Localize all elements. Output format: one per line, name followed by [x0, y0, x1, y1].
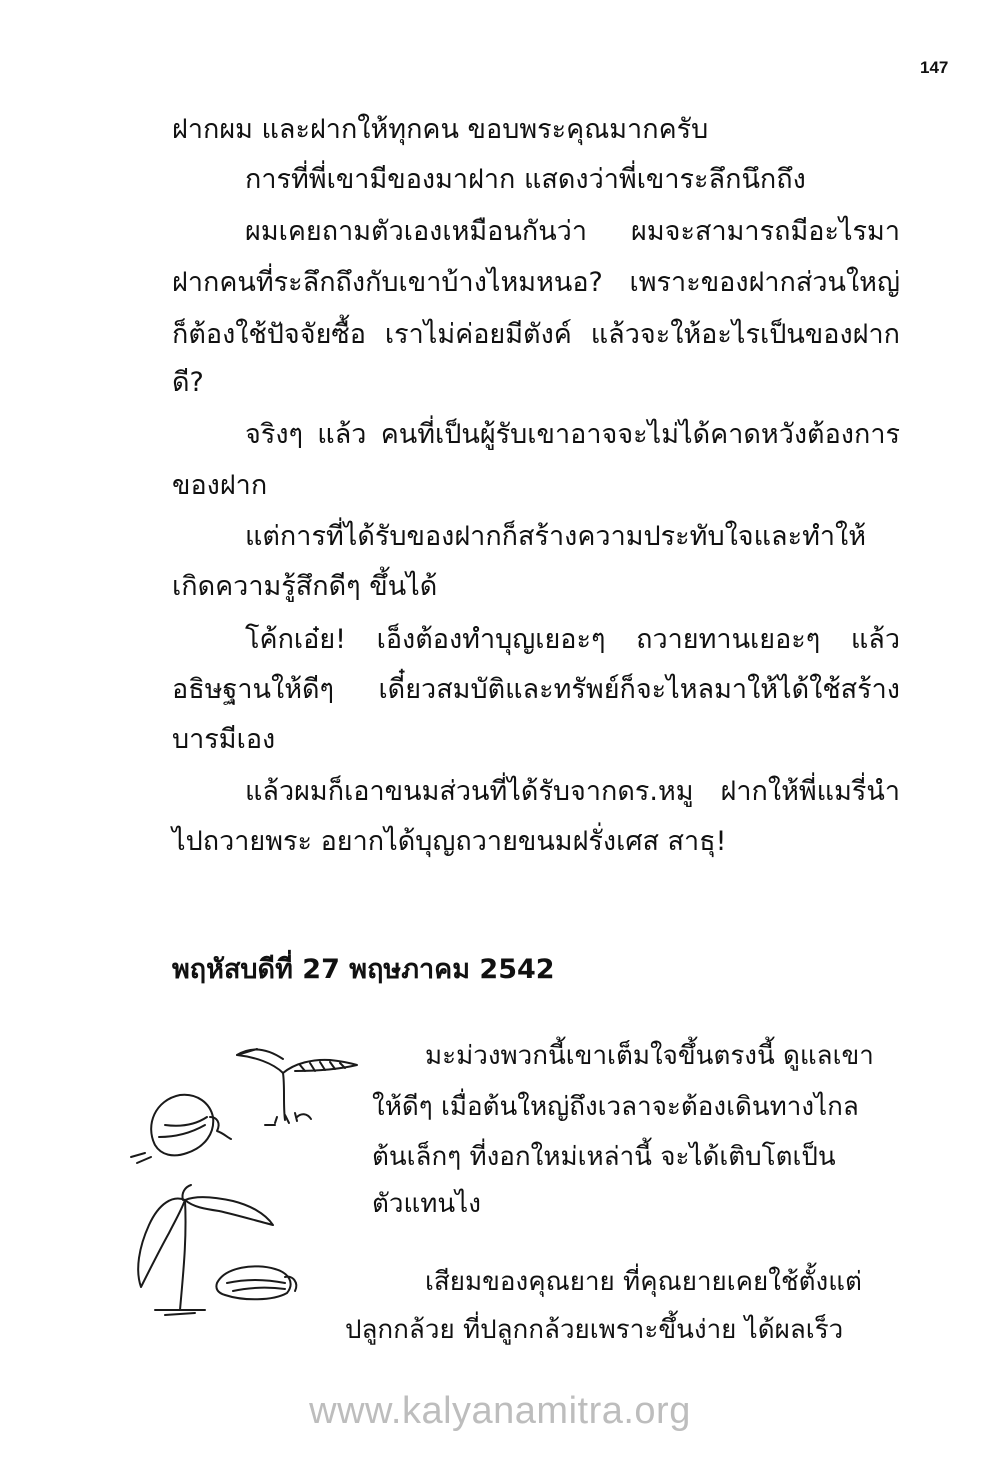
date-heading: พฤหัสบดีที่ 27 พฤษภาคม 2542 [172, 954, 555, 985]
paragraph-line: ปลูกกล้วย ที่ปลูกกล้วยเพราะขึ้นง่าย ได้ผลเร็ว [345, 1315, 844, 1345]
paragraph-line: เสียมของคุณยาย ที่คุณยายเคยใช้ตั้งแต่ [425, 1267, 862, 1297]
paragraph-line: ต้นเล็กๆ ที่งอกใหม่เหล่านี้ จะได้เติบโตเป็น [372, 1142, 836, 1172]
body-line: ผมเคยถามตัวเองเหมือนกันว่า ผมจะสามารถมีอะไรมา [245, 216, 900, 247]
paragraph-line: ตัวแทนไง [372, 1189, 481, 1219]
body-line: จริงๆ แล้ว คนที่เป็นผู้รับเขาอาจจะไม่ได้คาดหวังต้องการ [245, 419, 900, 450]
body-line: ของฝาก [172, 470, 268, 501]
mango-seedlings-illustration [125, 1025, 365, 1325]
body-line: ฝากคนที่ระลึกถึงกับเขาบ้างไหมหนอ? เพราะของฝากส่วนใหญ่ [172, 267, 900, 298]
body-line: เกิดความรู้สึกดีๆ ขึ้นได้ [172, 571, 438, 602]
body-line: แล้วผมก็เอาขนมส่วนที่ได้รับจากดร.หมู ฝากให้พี่แมรี่นำ [245, 776, 900, 807]
paragraph-line: มะม่วงพวกนี้เขาเต็มใจขึ้นตรงนี้ ดูแลเขา [425, 1041, 874, 1071]
body-line: การที่พี่เขามีของมาฝาก แสดงว่าพี่เขาระลึกนึกถึง [245, 164, 806, 195]
page-number: 147 [920, 58, 949, 77]
body-line: แต่การที่ได้รับของฝากก็สร้างความประทับใจและทำให้ [245, 521, 867, 552]
body-line: โค้กเอ๋ย! เอ็งต้องทำบุญเยอะๆ ถวายทานเยอะๆ แล้ว [245, 624, 900, 655]
paragraph-line: ให้ดีๆ เมื่อต้นใหญ่ถึงเวลาจะต้องเดินทางไกล [372, 1092, 859, 1122]
website-watermark: www.kalyanamitra.org [309, 1390, 691, 1432]
body-line: ก็ต้องใช้ปัจจัยซื้อ เราไม่ค่อยมีตังค์ แล้วจะให้อะไรเป็นของฝาก [172, 319, 900, 350]
body-line: ดี? [172, 367, 204, 398]
body-line: ไปถวายพระ อยากได้บุญถวายขนมฝรั่งเศส สาธุ! [172, 826, 727, 857]
body-line: บารมีเอง [172, 724, 276, 755]
body-line: ฝากผม และฝากให้ทุกคน ขอบพระคุณมากครับ [172, 114, 709, 145]
body-line: อธิษฐานให้ดีๆ เดี๋ยวสมบัติและทรัพย์ก็จะไหลมาให้ได้ใช้สร้าง [172, 674, 900, 705]
